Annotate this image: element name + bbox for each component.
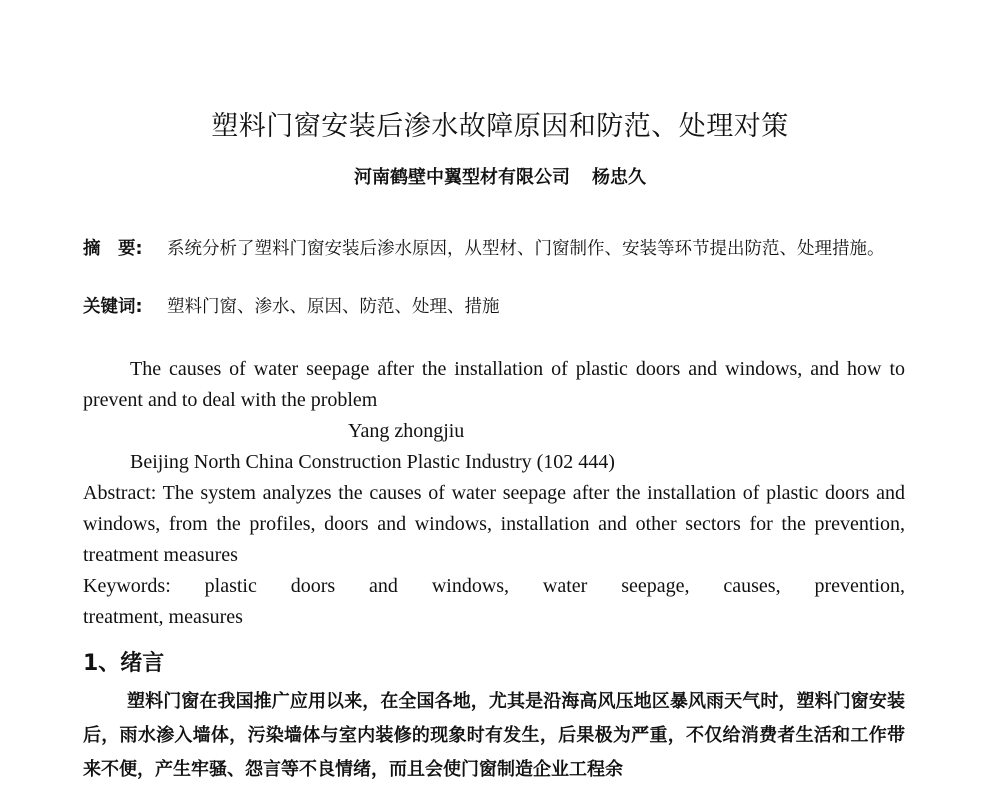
english-keywords: [83, 571, 905, 633]
section-heading: 1、绪言: [83, 651, 165, 676]
english-affiliation: Beijing North China Construction Plastic Industry (102 444): [130, 451, 615, 473]
section-paragraph: 塑料门窗在我国推广应用以来，在全国各地，尤其是沿海高风压地区暴风雨天气时，塑料门窗安装后，雨水渗入墙体，污染墙体与室内装修的现象时有发生，后果极为严重，不仅给消费者生活和工作带来不便，产生牢骚、怨言等不良情绪，而且会使门窗制造企业工程余: [83, 691, 905, 780]
keywords-label: 关键词:: [83, 297, 143, 317]
english-abstract: Abstract: The system analyzes the causes of water seepage after the installation of plastic doors and windows, from the profiles, doors and windows, installation and other sectors for the prevention, treatment measures: [83, 482, 905, 566]
author-name: 杨忠久: [592, 167, 646, 188]
english-title: The causes of water seepage after the installation of plastic doors and windows, and how to prevent and to deal with the problem: [83, 358, 905, 411]
abstract-text: 系统分析了塑料门窗安装后渗水原因，从型材、门窗制作、安装等环节提出防范、处理措施。: [167, 239, 885, 259]
english-author: Yang zhongjiu: [348, 420, 465, 442]
abstract-label: 摘 要:: [83, 239, 143, 259]
english-keywords-line2: treatment, measures: [83, 606, 243, 628]
english-keywords-line1: Keywords: plastic doors and windows, water seepage, causes, prevention,: [83, 575, 905, 597]
author-line: [0, 163, 1000, 189]
paper-title: 塑料门窗安装后渗水故障原因和防范、处理对策: [211, 111, 789, 142]
author-company: 河南鹤壁中翼型材有限公司: [354, 167, 570, 188]
keywords-text: 塑料门窗、渗水、原因、防范、处理、措施: [167, 297, 500, 317]
